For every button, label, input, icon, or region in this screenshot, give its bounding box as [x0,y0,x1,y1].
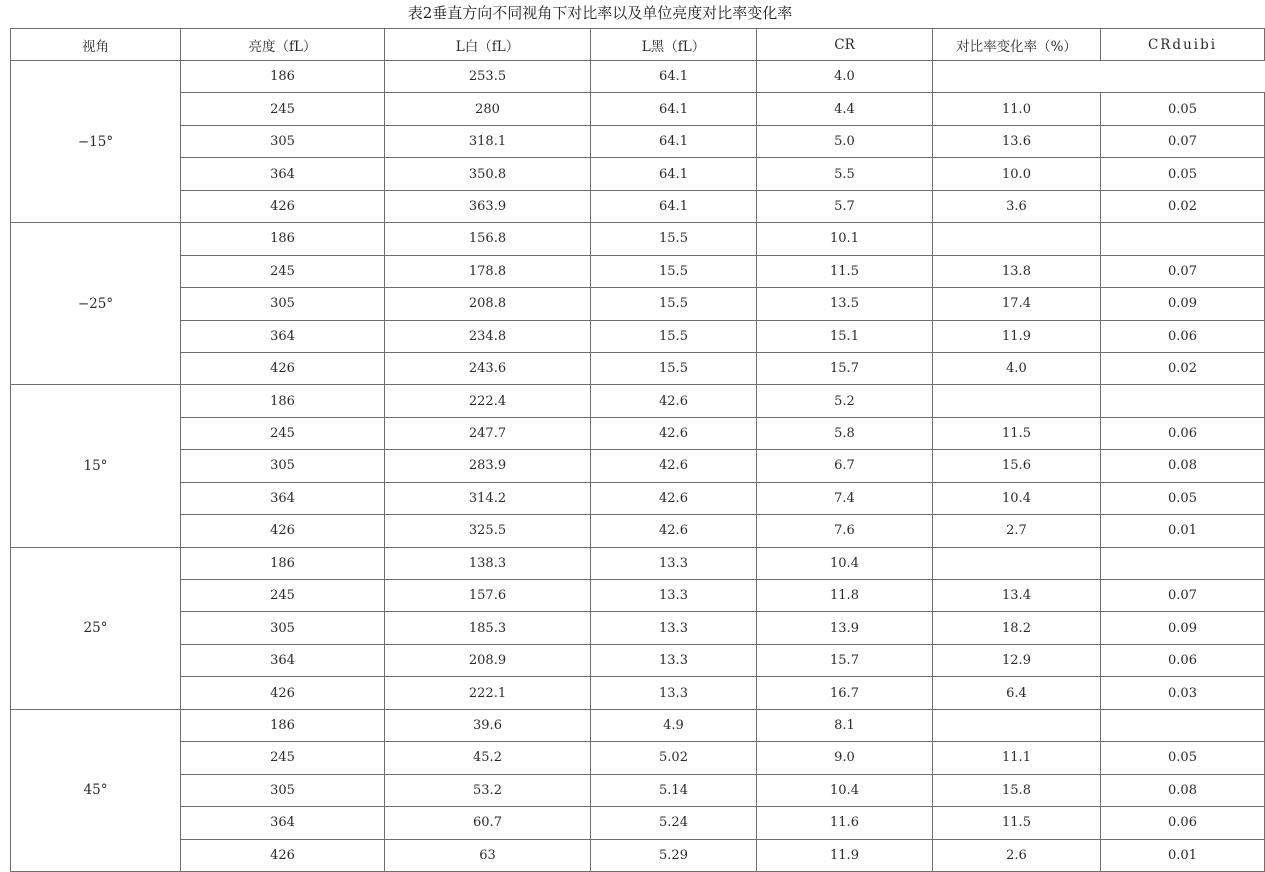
l-black-cell: 5.14 [591,774,757,806]
l-white-cell: 178.8 [385,255,591,287]
header-l-white: L白（fL） [385,29,591,61]
l-black-cell: 64.1 [591,125,757,157]
luminance-cell: 186 [181,385,385,417]
header-cr-duibi: CRduibi [1101,29,1265,61]
l-white-cell: 234.8 [385,320,591,352]
cr-duibi-cell [1101,385,1265,417]
cr-change-rate-cell: 13.4 [933,580,1101,612]
l-black-cell: 13.3 [591,580,757,612]
l-white-cell: 156.8 [385,223,591,255]
l-black-cell: 42.6 [591,482,757,514]
l-black-cell: 42.6 [591,515,757,547]
l-white-cell: 208.9 [385,644,591,676]
l-black-cell: 13.3 [591,644,757,676]
cr-cell: 6.7 [757,450,933,482]
luminance-cell: 186 [181,223,385,255]
cr-duibi-cell [1101,547,1265,579]
l-black-cell: 15.5 [591,320,757,352]
angle-cell: 25° [11,547,181,709]
cr-change-rate-cell [933,709,1101,741]
cr-duibi-cell: 0.01 [1101,515,1265,547]
cr-cell: 15.7 [757,352,933,384]
cr-cell: 13.5 [757,288,933,320]
cr-duibi-cell: 0.06 [1101,807,1265,839]
cr-duibi-cell [1101,709,1265,741]
cr-change-rate-cell [933,385,1101,417]
cr-duibi-cell: 0.08 [1101,450,1265,482]
table-row [11,385,1265,417]
cr-duibi-cell: 0.09 [1101,612,1265,644]
header-angle: 视角 [11,29,181,61]
l-black-cell: 64.1 [591,158,757,190]
luminance-cell: 305 [181,450,385,482]
luminance-cell: 426 [181,190,385,222]
cr-cell: 10.1 [757,223,933,255]
l-white-cell: 253.5 [385,61,591,93]
cr-duibi-cell: 0.06 [1101,644,1265,676]
l-black-cell: 4.9 [591,709,757,741]
cr-duibi-cell: 0.02 [1101,352,1265,384]
cr-cell: 5.8 [757,417,933,449]
table-caption: 表2垂直方向不同视角下对比率以及单位亮度对比率变化率 [407,4,793,22]
cr-cell: 7.4 [757,482,933,514]
cr-duibi-cell: 0.03 [1101,677,1265,709]
table-row [11,288,1265,320]
cr-change-rate-cell: 15.8 [933,774,1101,806]
header-cr: CR [757,29,933,61]
luminance-cell: 305 [181,774,385,806]
cr-cell: 11.6 [757,807,933,839]
l-black-cell: 15.5 [591,352,757,384]
table-row [11,255,1265,287]
table-row [11,125,1265,157]
l-white-cell: 350.8 [385,158,591,190]
cr-duibi-cell: 0.02 [1101,190,1265,222]
cr-cell: 11.5 [757,255,933,287]
cr-duibi-cell: 0.09 [1101,288,1265,320]
cr-duibi-cell: 0.07 [1101,125,1265,157]
luminance-cell: 186 [181,547,385,579]
l-white-cell: 157.6 [385,580,591,612]
l-black-cell: 15.5 [591,288,757,320]
table-row [11,644,1265,676]
cr-change-rate-cell: 2.6 [933,839,1101,871]
l-white-cell: 325.5 [385,515,591,547]
luminance-cell: 426 [181,839,385,871]
luminance-cell: 426 [181,677,385,709]
table-row [11,774,1265,806]
cr-duibi-cell: 0.06 [1101,320,1265,352]
luminance-cell: 186 [181,709,385,741]
angle-cell: −25° [11,223,181,385]
table-row [11,450,1265,482]
table-row [11,807,1265,839]
cr-duibi-cell: 0.08 [1101,774,1265,806]
l-black-cell: 42.6 [591,450,757,482]
luminance-cell: 364 [181,320,385,352]
l-white-cell: 60.7 [385,807,591,839]
l-black-cell: 42.6 [591,385,757,417]
cr-change-rate-cell: 12.9 [933,644,1101,676]
l-black-cell: 13.3 [591,547,757,579]
cr-cell: 10.4 [757,547,933,579]
cr-change-rate-cell: 10.4 [933,482,1101,514]
cr-change-rate-cell: 17.4 [933,288,1101,320]
luminance-cell: 245 [181,93,385,125]
luminance-cell: 245 [181,255,385,287]
cr-duibi-cell: 0.05 [1101,93,1265,125]
cr-cell: 5.5 [757,158,933,190]
cr-change-rate-cell: 11.5 [933,417,1101,449]
l-white-cell: 45.2 [385,742,591,774]
l-white-cell: 63 [385,839,591,871]
l-black-cell: 5.29 [591,839,757,871]
cr-duibi-cell: 0.05 [1101,742,1265,774]
table-row [11,352,1265,384]
angle-cell: −15° [11,61,181,223]
cr-change-rate-cell: 6.4 [933,677,1101,709]
cr-change-rate-cell: 3.6 [933,190,1101,222]
table-row [11,158,1265,190]
luminance-cell: 186 [181,61,385,93]
luminance-cell: 245 [181,417,385,449]
cr-change-rate-cell: 2.7 [933,515,1101,547]
cr-cell: 9.0 [757,742,933,774]
header-cr-change-rate: 对比率变化率（%） [933,29,1101,61]
luminance-cell: 245 [181,742,385,774]
cr-cell: 4.0 [757,61,933,93]
cr-cell: 16.7 [757,677,933,709]
luminance-cell: 364 [181,482,385,514]
data-table [10,28,1265,872]
l-white-cell: 185.3 [385,612,591,644]
table-row [11,677,1265,709]
table-row [11,223,1265,255]
l-white-cell: 283.9 [385,450,591,482]
cr-cell: 8.1 [757,709,933,741]
table-row [11,320,1265,352]
cr-duibi-cell: 0.06 [1101,417,1265,449]
cr-cell: 7.6 [757,515,933,547]
cr-cell: 13.9 [757,612,933,644]
table-row [11,61,1265,93]
cr-change-rate-cell: 4.0 [933,352,1101,384]
l-white-cell: 39.6 [385,709,591,741]
table-row [11,612,1265,644]
cr-duibi-cell: 0.05 [1101,158,1265,190]
cr-change-rate-cell: 11.1 [933,742,1101,774]
header-l-black: L黑（fL） [591,29,757,61]
l-white-cell: 280 [385,93,591,125]
cr-change-rate-cell: 13.8 [933,255,1101,287]
table-row [11,839,1265,871]
cr-cell: 5.7 [757,190,933,222]
cr-cell: 4.4 [757,93,933,125]
luminance-cell: 426 [181,515,385,547]
angle-cell: 15° [11,385,181,547]
l-white-cell: 243.6 [385,352,591,384]
cr-change-rate-cell: 15.6 [933,450,1101,482]
l-black-cell: 64.1 [591,93,757,125]
l-white-cell: 138.3 [385,547,591,579]
table-row [11,547,1265,579]
l-white-cell: 363.9 [385,190,591,222]
table-row [11,93,1265,125]
cr-change-rate-cell: 11.9 [933,320,1101,352]
l-black-cell: 15.5 [591,255,757,287]
cr-duibi-cell: 0.05 [1101,482,1265,514]
table-row [11,709,1265,741]
luminance-cell: 305 [181,288,385,320]
cr-duibi-cell: 0.07 [1101,580,1265,612]
cr-cell: 15.1 [757,320,933,352]
cr-cell: 11.8 [757,580,933,612]
l-white-cell: 222.1 [385,677,591,709]
cr-change-rate-cell [933,223,1101,255]
luminance-cell: 305 [181,612,385,644]
table-row [11,515,1265,547]
cr-cell: 10.4 [757,774,933,806]
cr-change-rate-cell: 13.6 [933,125,1101,157]
luminance-cell: 426 [181,352,385,384]
l-black-cell: 13.3 [591,677,757,709]
l-black-cell: 64.1 [591,61,757,93]
l-white-cell: 318.1 [385,125,591,157]
cr-cell: 11.9 [757,839,933,871]
table-row [11,482,1265,514]
l-black-cell: 5.02 [591,742,757,774]
table-row [11,742,1265,774]
header-luminance: 亮度（fL） [181,29,385,61]
cr-change-rate-cell: 10.0 [933,158,1101,190]
cr-duibi-cell: 0.01 [1101,839,1265,871]
cr-cell: 5.0 [757,125,933,157]
luminance-cell: 364 [181,158,385,190]
l-black-cell: 13.3 [591,612,757,644]
cr-change-rate-cell: 18.2 [933,612,1101,644]
cr-cell: 5.2 [757,385,933,417]
luminance-cell: 305 [181,125,385,157]
angle-cell: 45° [11,709,181,871]
luminance-cell: 364 [181,644,385,676]
cr-duibi-cell [1101,223,1265,255]
l-white-cell: 314.2 [385,482,591,514]
cr-change-rate-cell [933,547,1101,579]
luminance-cell: 245 [181,580,385,612]
l-white-cell: 222.4 [385,385,591,417]
luminance-cell: 364 [181,807,385,839]
l-white-cell: 53.2 [385,774,591,806]
table-row [11,417,1265,449]
cr-change-rate-cell: 11.0 [933,93,1101,125]
table-row [11,190,1265,222]
cr-cell: 15.7 [757,644,933,676]
l-black-cell: 42.6 [591,417,757,449]
l-black-cell: 64.1 [591,190,757,222]
cr-change-rate-cell: 11.5 [933,807,1101,839]
l-black-cell: 5.24 [591,807,757,839]
l-white-cell: 208.8 [385,288,591,320]
table-body [11,61,1265,872]
table-row [11,580,1265,612]
header-row [11,29,1265,61]
cr-duibi-cell: 0.07 [1101,255,1265,287]
l-black-cell: 15.5 [591,223,757,255]
l-white-cell: 247.7 [385,417,591,449]
